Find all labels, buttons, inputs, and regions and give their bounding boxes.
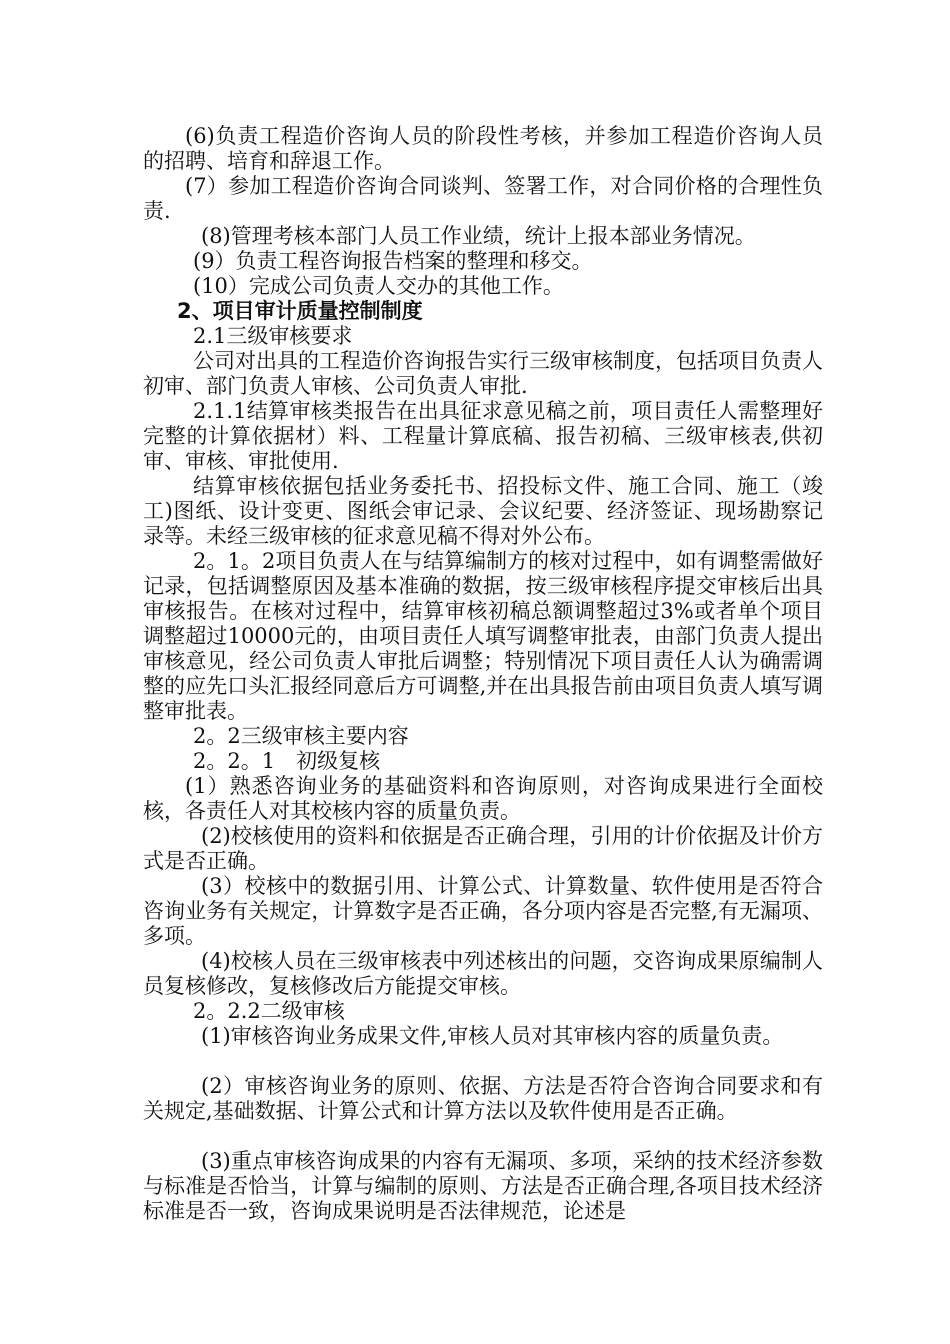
paragraph-review-3: (3）校核中的数据引用、计算公式、计算数量、软件使用是否符合咨询业务有关规定，计算数字是否正确，各分项内容是否完整,有无漏项、多项。 [143, 874, 823, 948]
blank-line [143, 1124, 823, 1149]
paragraph-audit-3: (3)重点审核咨询成果的内容有无漏项、多项，采纳的技术经济参数与标准是否恰当，计算与编制的原则、方法是否正确合理,各项目技术经济标准是否一致，咨询成果说明是否法律规范，论述是 [143, 1149, 823, 1223]
paragraph-2-1-1: 2.1.1结算审核类报告在出具征求意见稿之前，项目责任人需整理好完整的计算依据材）料、工程量计算底稿、报告初稿、三级审核表,供初审、审核、审批使用. [143, 399, 823, 473]
paragraph-2-1-2: 2。1。2项目负责人在与结算编制方的核对过程中，如有调整需做好记录，包括调整原因及基本准确的数据，按三级审核程序提交审核后出具审核报告。在核对过程中，结算审核初稿总额调整超过3%或者单个项目调整超过10000元的，由项目责任人填写调整审批表，由部门负责人提出审核意见，经公司负责人审批后调整；特别情况下项目责任人认为确需调整的应先口头汇报经同意后方可调整,并在出具报告前由项目负责人填写调整审批表。 [143, 549, 823, 723]
subheading-2-1: 2.1三级审核要求 [193, 324, 353, 348]
paragraph-settlement-basis: 结算审核依据包括业务委托书、招投标文件、施工合同、施工（竣工)图纸、设计变更、图纸会审记录、会议纪要、经济签证、现场勘察记录等。未经三级审核的征求意见稿不得对外公布。 [143, 474, 823, 548]
subheading-2-2: 2。2三级审核主要内容 [193, 724, 409, 748]
blank-line [143, 1049, 823, 1074]
paragraph-10: (10）完成公司负责人交办的其他工作。 [193, 274, 564, 298]
paragraph-review-4: (4)校核人员在三级审核表中列述核出的问题，交咨询成果原编制人员复核修改，复核修改后方能提交审核。 [143, 949, 823, 998]
paragraph-8: (8)管理考核本部门人员工作业绩，统计上报本部业务情况。 [201, 224, 756, 248]
paragraph-6: (6)负责工程造价咨询人员的阶段性考核，并参加工程造价咨询人员的招聘、培育和辞退工作。 [143, 124, 823, 173]
paragraph-review-2: (2)校核使用的资料和依据是否正确合理，引用的计价依据及计价方式是否正确。 [143, 824, 823, 873]
paragraph-audit-2: (2）审核咨询业务的原则、依据、方法是否符合咨询合同要求和有关规定,基础数据、计算公式和计算方法以及软件使用是否正确。 [143, 1074, 823, 1123]
document-body [143, 124, 823, 1224]
paragraph-7: (7）参加工程造价咨询合同谈判、签署工作，对合同价格的合理性负责. [143, 174, 823, 223]
paragraph-three-level-review: 公司对出具的工程造价咨询报告实行三级审核制度，包括项目负责人初审、部门负责人审核、公司负责人审批. [143, 349, 823, 398]
paragraph-review-1: (1）熟悉咨询业务的基础资料和咨询原则，对咨询成果进行全面校核，各责任人对其校核内容的质量负责。 [143, 774, 823, 823]
section-heading: 2、项目审计质量控制制度 [177, 299, 423, 323]
subheading-2-2-1: 2。2。1 初级复核 [193, 749, 381, 773]
paragraph-9: (9）负责工程咨询报告档案的整理和移交。 [193, 249, 593, 273]
subheading-2-2-2: 2。2.2二级审核 [193, 999, 345, 1023]
paragraph-audit-1: (1)审核咨询业务成果文件,审核人员对其审核内容的质量负责。 [201, 1024, 784, 1048]
